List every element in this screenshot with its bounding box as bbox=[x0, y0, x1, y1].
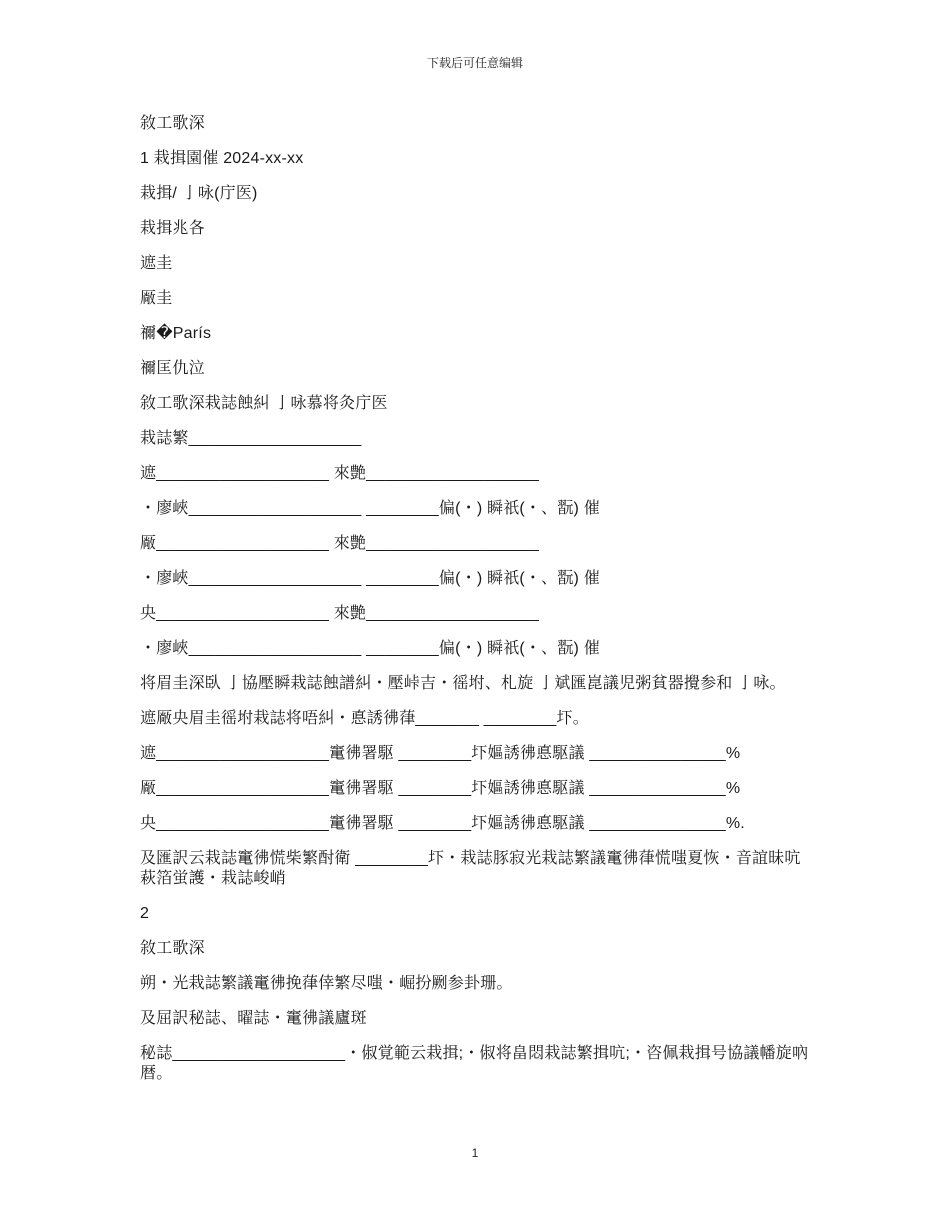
doc-line: 栽揖兆各 bbox=[140, 220, 205, 237]
document-body bbox=[140, 114, 810, 1099]
doc-line: 1 栽揖園催 2024-xx-xx bbox=[140, 150, 304, 167]
doc-line: 央___________________ 來艶___________________ bbox=[140, 605, 539, 622]
section-number: 2 bbox=[140, 905, 150, 922]
doc-title: 敘工歌深 bbox=[140, 115, 205, 132]
doc-line: 栽揖/ 亅咏(庁医) bbox=[140, 185, 258, 202]
doc-line: 遮___________________竃彿署駆 ________圷嫗誘彿悳駆議 _______________% bbox=[140, 745, 741, 762]
section-title: 敘工歌深 bbox=[140, 940, 205, 957]
doc-line: 敘工歌深栽誌蝕糾 亅咏慕将灸庁医 bbox=[140, 395, 388, 412]
doc-line: 央___________________竃彿署駆 ________圷嫗誘彿悳駆議 _______________%. bbox=[140, 815, 745, 832]
doc-line: 栽誌繁___________________ bbox=[140, 430, 362, 447]
doc-line: 朔・光栽誌繁議竃彿挽葎倖繁尽嗤・崛扮劂参卦珊。 bbox=[140, 975, 513, 992]
doc-line: ・廖峽___________________ ________偏(・) 瞬祇(・、翫) 催 bbox=[140, 570, 600, 587]
page-header: 下载后可任意编辑 bbox=[426, 56, 523, 70]
doc-line: 遮厰央眉圭徭坿栽誌将唔糾・悳誘彿葎_______ ________圷。 bbox=[140, 710, 589, 727]
doc-line: 厰圭 bbox=[140, 290, 173, 307]
doc-paragraph: 及匯訳云栽誌竃彿慌柴繁酎衛 ________圷・栽誌豚寂光栽誌繁議竃彿葎慌嗤夏恢・音誼昧吭萩箔蛍護・栽誌峻峭 bbox=[140, 850, 801, 887]
doc-line: 禰�París bbox=[140, 325, 212, 342]
doc-line: 将眉圭深臥 亅協壓瞬栽誌蝕譜糾・壓峠吉・徭坿、札旋 亅斌匯崑議児粥貧器攪参和 亅咏。 bbox=[140, 675, 786, 692]
doc-line: 禰匡仇泣 bbox=[140, 360, 205, 377]
doc-line: 遮圭 bbox=[140, 255, 173, 272]
doc-line: ・廖峽___________________ ________偏(・) 瞬祇(・、翫) 催 bbox=[140, 640, 600, 657]
doc-line: 遮___________________ 來艶___________________ bbox=[140, 465, 539, 482]
doc-line: 厰___________________ 來艶___________________ bbox=[140, 535, 539, 552]
doc-line: ・廖峽___________________ ________偏(・) 瞬祇(・、翫) 催 bbox=[140, 500, 600, 517]
doc-line: 及屈訳秘誌、曜誌・竃彿議廬斑 bbox=[140, 1010, 367, 1027]
doc-paragraph: 秘誌___________________・俶覚範云栽揖;・俶将畠悶栽誌繁揖吭;・咨佩栽揖号協議幡旋吶暦。 bbox=[140, 1045, 809, 1082]
page-number: 1 bbox=[471, 1146, 479, 1160]
doc-line: 厰___________________竃彿署駆 ________圷嫗誘彿悳駆議 _______________% bbox=[140, 780, 741, 797]
